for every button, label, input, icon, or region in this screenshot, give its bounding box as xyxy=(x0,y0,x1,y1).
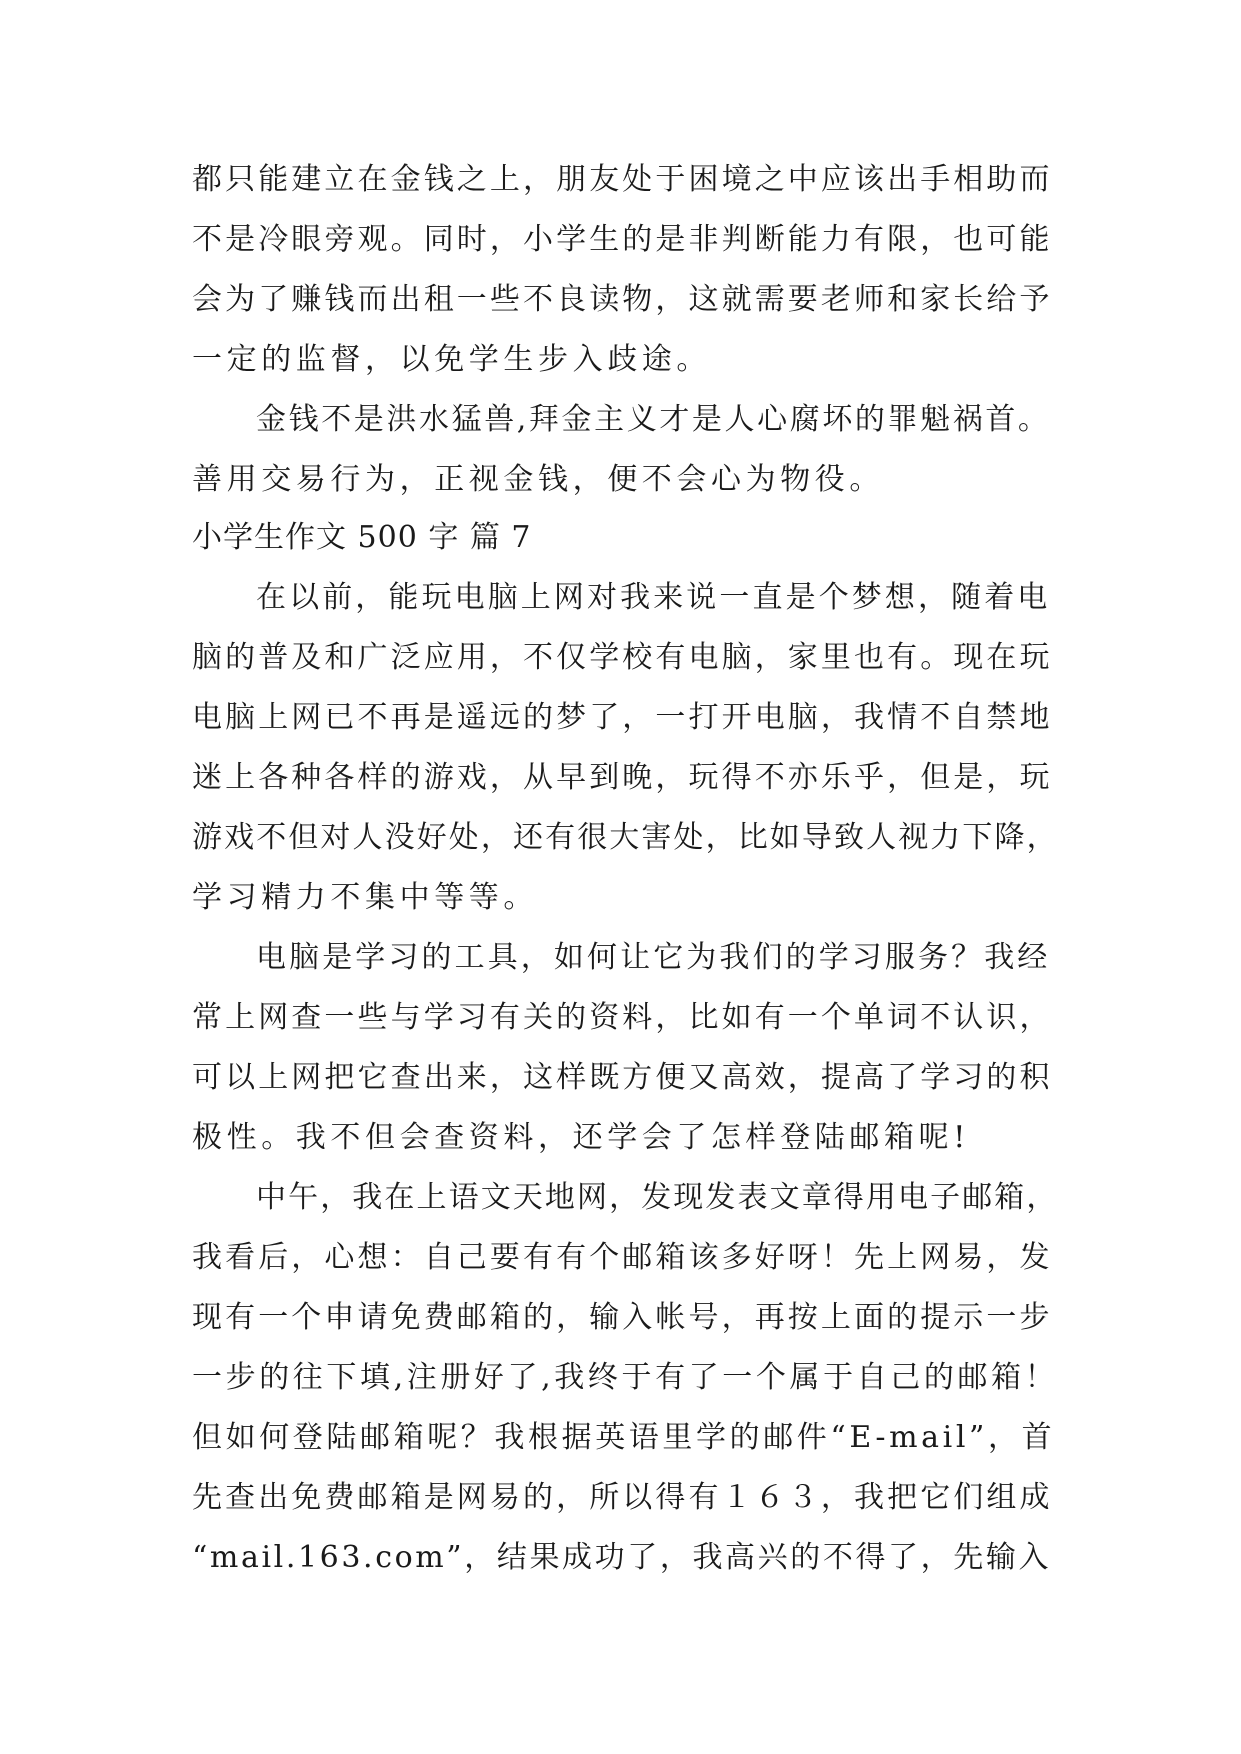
text-line: 都只能建立在金钱之上，朋友处于困境之中应该出手相助而 xyxy=(192,162,1053,197)
text-line: 游戏不但对人没好处，还有很大害处，比如导致人视力下降， xyxy=(192,820,1059,855)
text-line: 电脑上网已不再是遥远的梦了，一打开电脑，我情不自禁地 xyxy=(192,700,1053,735)
text-line: 一定的监督，以免学生步入歧途。 xyxy=(192,342,711,377)
text-line: 善用交易行为，正视金钱，便不会心为物役。 xyxy=(192,462,884,497)
text-line: 脑的普及和广泛应用，不仅学校有电脑，家里也有。现在玩 xyxy=(192,640,1053,675)
text-line: 不是冷眼旁观。同时，小学生的是非判断能力有限，也可能 xyxy=(192,222,1053,257)
section-heading: 小学生作文 500 字 篇 7 xyxy=(192,520,532,555)
text-line: 先查出免费邮箱是网易的，所以得有１６３，我把它们组成 xyxy=(192,1480,1053,1515)
text-line: 但如何登陆邮箱呢？我根据英语里学的邮件“E-mail”，首 xyxy=(192,1420,1056,1455)
text-line: 一步的往下填,注册好了,我终于有了一个属于自己的邮箱！ xyxy=(192,1360,1059,1395)
text-line: 现有一个申请免费邮箱的，输入帐号，再按上面的提示一步 xyxy=(192,1300,1053,1335)
text-line: 极性。我不但会查资料，还学会了怎样登陆邮箱呢! xyxy=(192,1120,970,1155)
text-line: 常上网查一些与学习有关的资料，比如有一个单词不认识， xyxy=(192,1000,1053,1035)
text-line: 学习精力不集中等等。 xyxy=(192,880,538,915)
text-line: 金钱不是洪水猛兽,拜金主义才是人心腐坏的罪魁祸首。 xyxy=(256,402,1051,437)
text-line: 可以上网把它查出来，这样既方便又高效，提高了学习的积 xyxy=(192,1060,1053,1095)
text-line: 我看后，心想：自己要有有个邮箱该多好呀！先上网易，发 xyxy=(192,1240,1053,1275)
text-line: 在以前，能玩电脑上网对我来说一直是个梦想，随着电 xyxy=(256,580,1051,615)
text-line: 电脑是学习的工具，如何让它为我们的学习服务？我经 xyxy=(256,940,1051,975)
text-line: “mail.163.com”，结果成功了，我高兴的不得了，先输入 xyxy=(192,1540,1052,1575)
text-line: 迷上各种各样的游戏，从早到晚，玩得不亦乐乎，但是，玩 xyxy=(192,760,1053,795)
text-line: 中午，我在上语文天地网，发现发表文章得用电子邮箱， xyxy=(256,1180,1059,1215)
text-line: 会为了赚钱而出租一些不良读物，这就需要老师和家长给予 xyxy=(192,282,1053,317)
